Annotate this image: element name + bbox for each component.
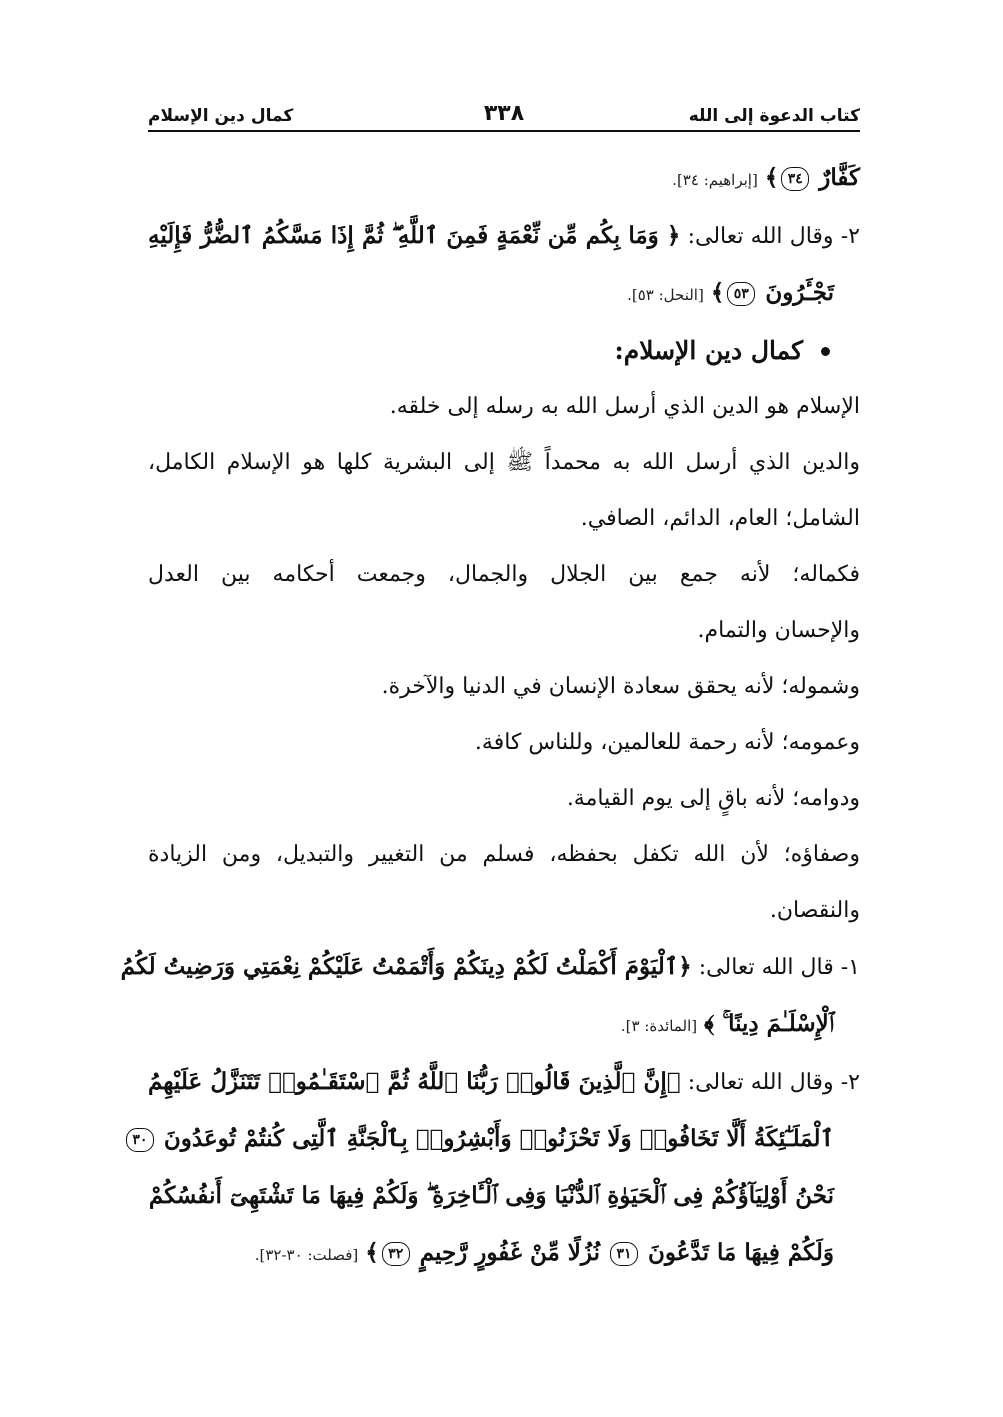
header-chapter-title: كمال دين الإسلام (148, 106, 294, 126)
item-number: ١- (840, 955, 860, 980)
quran-text: كَفَّارٌ (819, 164, 860, 191)
paragraph: والدين الذي أرسل الله به محمداً ﷺ إلى البشرية كلها هو الإسلام الكامل، (148, 450, 860, 475)
page-body (120, 150, 860, 1283)
quran-text: نُزُلًا مِّنْ غَفُورٍ رَّحِيمٍ (419, 1239, 600, 1266)
numbered-item-continuation (148, 996, 860, 1054)
paragraph: ودوامه؛ لأنه باقٍ إلى يوم القيامة. (566, 786, 860, 811)
numbered-item-continuation (148, 1168, 860, 1225)
section-heading (148, 323, 860, 379)
item-number: ٢- (840, 1070, 860, 1095)
page-number: ٣٣٨ (483, 101, 525, 126)
page-header (148, 92, 860, 126)
verse-reference: [إبراهيم: ٣٤]. (672, 171, 758, 189)
ayah-number-marker: ٣١ (610, 1242, 638, 1266)
paragraph: فكماله؛ لأنه جمع بين الجلال والجمال، وجمعت أحكامه بين العدل (148, 562, 860, 587)
item-intro: وقال الله تعالى: (687, 1070, 834, 1095)
paragraph-continuation: والإحسان والتمام. (697, 618, 860, 643)
quran-text: ﴿ وَمَا بِكُم مِّن نِّعْمَةٍ فَمِنَ ٱللَّهِ ۖ ثُمَّ إِذَا مَسَّكُمُ ٱلضُّرُّ فَإِلَيْهِ (148, 222, 681, 249)
bullet-icon (821, 347, 830, 356)
verse-continuation: كَفَّارٌ ٣٤﴾ [إبراهيم: ٣٤]. (672, 164, 860, 191)
numbered-item-continuation: وَلَكُمْ فِيهَا مَا تَدَّعُونَ ٣١ نُزُلًا مِّنْ غَفُورٍ رَّحِيمٍ ٣٢﴾ [فصلت: ٣٠-٣٢]. (254, 1239, 834, 1266)
quran-text: ﴿ٱلْيَوْمَ أَكْمَلْتُ لَكُمْ دِينَكُمْ وَأَتْمَمْتُ عَلَيْكُمْ نِعْمَتِي وَرَضِيتُ لَكُمُ (120, 953, 692, 980)
numbered-item-continuation (132, 1111, 860, 1168)
header-divider (148, 130, 860, 132)
item-intro: قال الله تعالى: (698, 955, 834, 980)
numbered-item (120, 939, 860, 996)
quran-text: ﴿إِنَّ ٱلَّذِينَ قَالُوا۟ رَبُّنَا ٱللَّهُ ثُمَّ ٱسْتَقَـٰمُوا۟ تَتَنَزَّلُ عَلَيْهِمُ (148, 1068, 681, 1095)
header-book-title: كتاب الدعوة إلى الله (688, 106, 860, 126)
paragraph-continuation: والنقصان. (769, 898, 860, 923)
paragraph: الإسلام هو الدين الذي أرسل الله به رسله إلى خلقه. (389, 394, 860, 419)
item-number: ٢- (840, 224, 860, 249)
verse-reference: [النحل: ٥٣]. (627, 286, 704, 304)
quran-text: نَحْنُ أَوْلِيَآؤُكُمْ فِى ٱلْحَيَوٰةِ ٱلدُّنْيَا وَفِى ٱلْـَٔاخِرَةِ ۖ وَلَكُمْ فِيهَا مَا تَشْتَهِىٓ أَنفُسُكُمْ (148, 1182, 834, 1209)
ayah-number-marker: ٣٤ (781, 167, 809, 191)
paragraph: وصفاؤه؛ لأن الله تكفل بحفظه، فسلم من التغيير والتبديل، ومن الزيادة (148, 842, 860, 867)
verse-reference: [فصلت: ٣٠-٣٢]. (254, 1246, 359, 1264)
ayah-number-marker: ٣٢ (382, 1242, 410, 1266)
heading-text: كمال دين الإسلام: (614, 336, 803, 365)
verse-reference: [المائدة: ٣]. (620, 1017, 698, 1035)
numbered-item (148, 208, 860, 265)
quran-text: تَجْـَٔرُونَ (765, 279, 834, 306)
numbered-item-continuation: تَجْـَٔرُونَ ٥٣﴾ [النحل: ٥٣]. (627, 279, 834, 306)
paragraph: وعمومه؛ لأنه رحمة للعالمين، وللناس كافة. (474, 730, 860, 755)
ayah-number-marker: ٥٣ (727, 282, 755, 306)
paragraph-continuation: الشامل؛ العام، الدائم، الصافي. (580, 506, 860, 531)
quran-text: ٱلْمَلَـٰٓئِكَةُ أَلَّا تَخَافُوا۟ وَلَا تَحْزَنُوا۟ وَأَبْشِرُوا۟ بِٱلْجَنَّةِ ٱلَّتِى كُنتُمْ تُوعَدُونَ (163, 1125, 834, 1152)
item-intro: وقال الله تعالى: (687, 224, 834, 249)
quran-text: ٱلْإِسْلَـٰمَ دِينًا ۚ ﴾ (704, 1010, 834, 1037)
quran-text: وَلَكُمْ فِيهَا مَا تَدَّعُونَ (648, 1239, 834, 1266)
paragraph: وشموله؛ لأنه يحقق سعادة الإنسان في الدنيا والآخرة. (381, 674, 860, 699)
numbered-item (148, 1054, 860, 1111)
ayah-number-marker: ٣٠ (126, 1128, 154, 1152)
